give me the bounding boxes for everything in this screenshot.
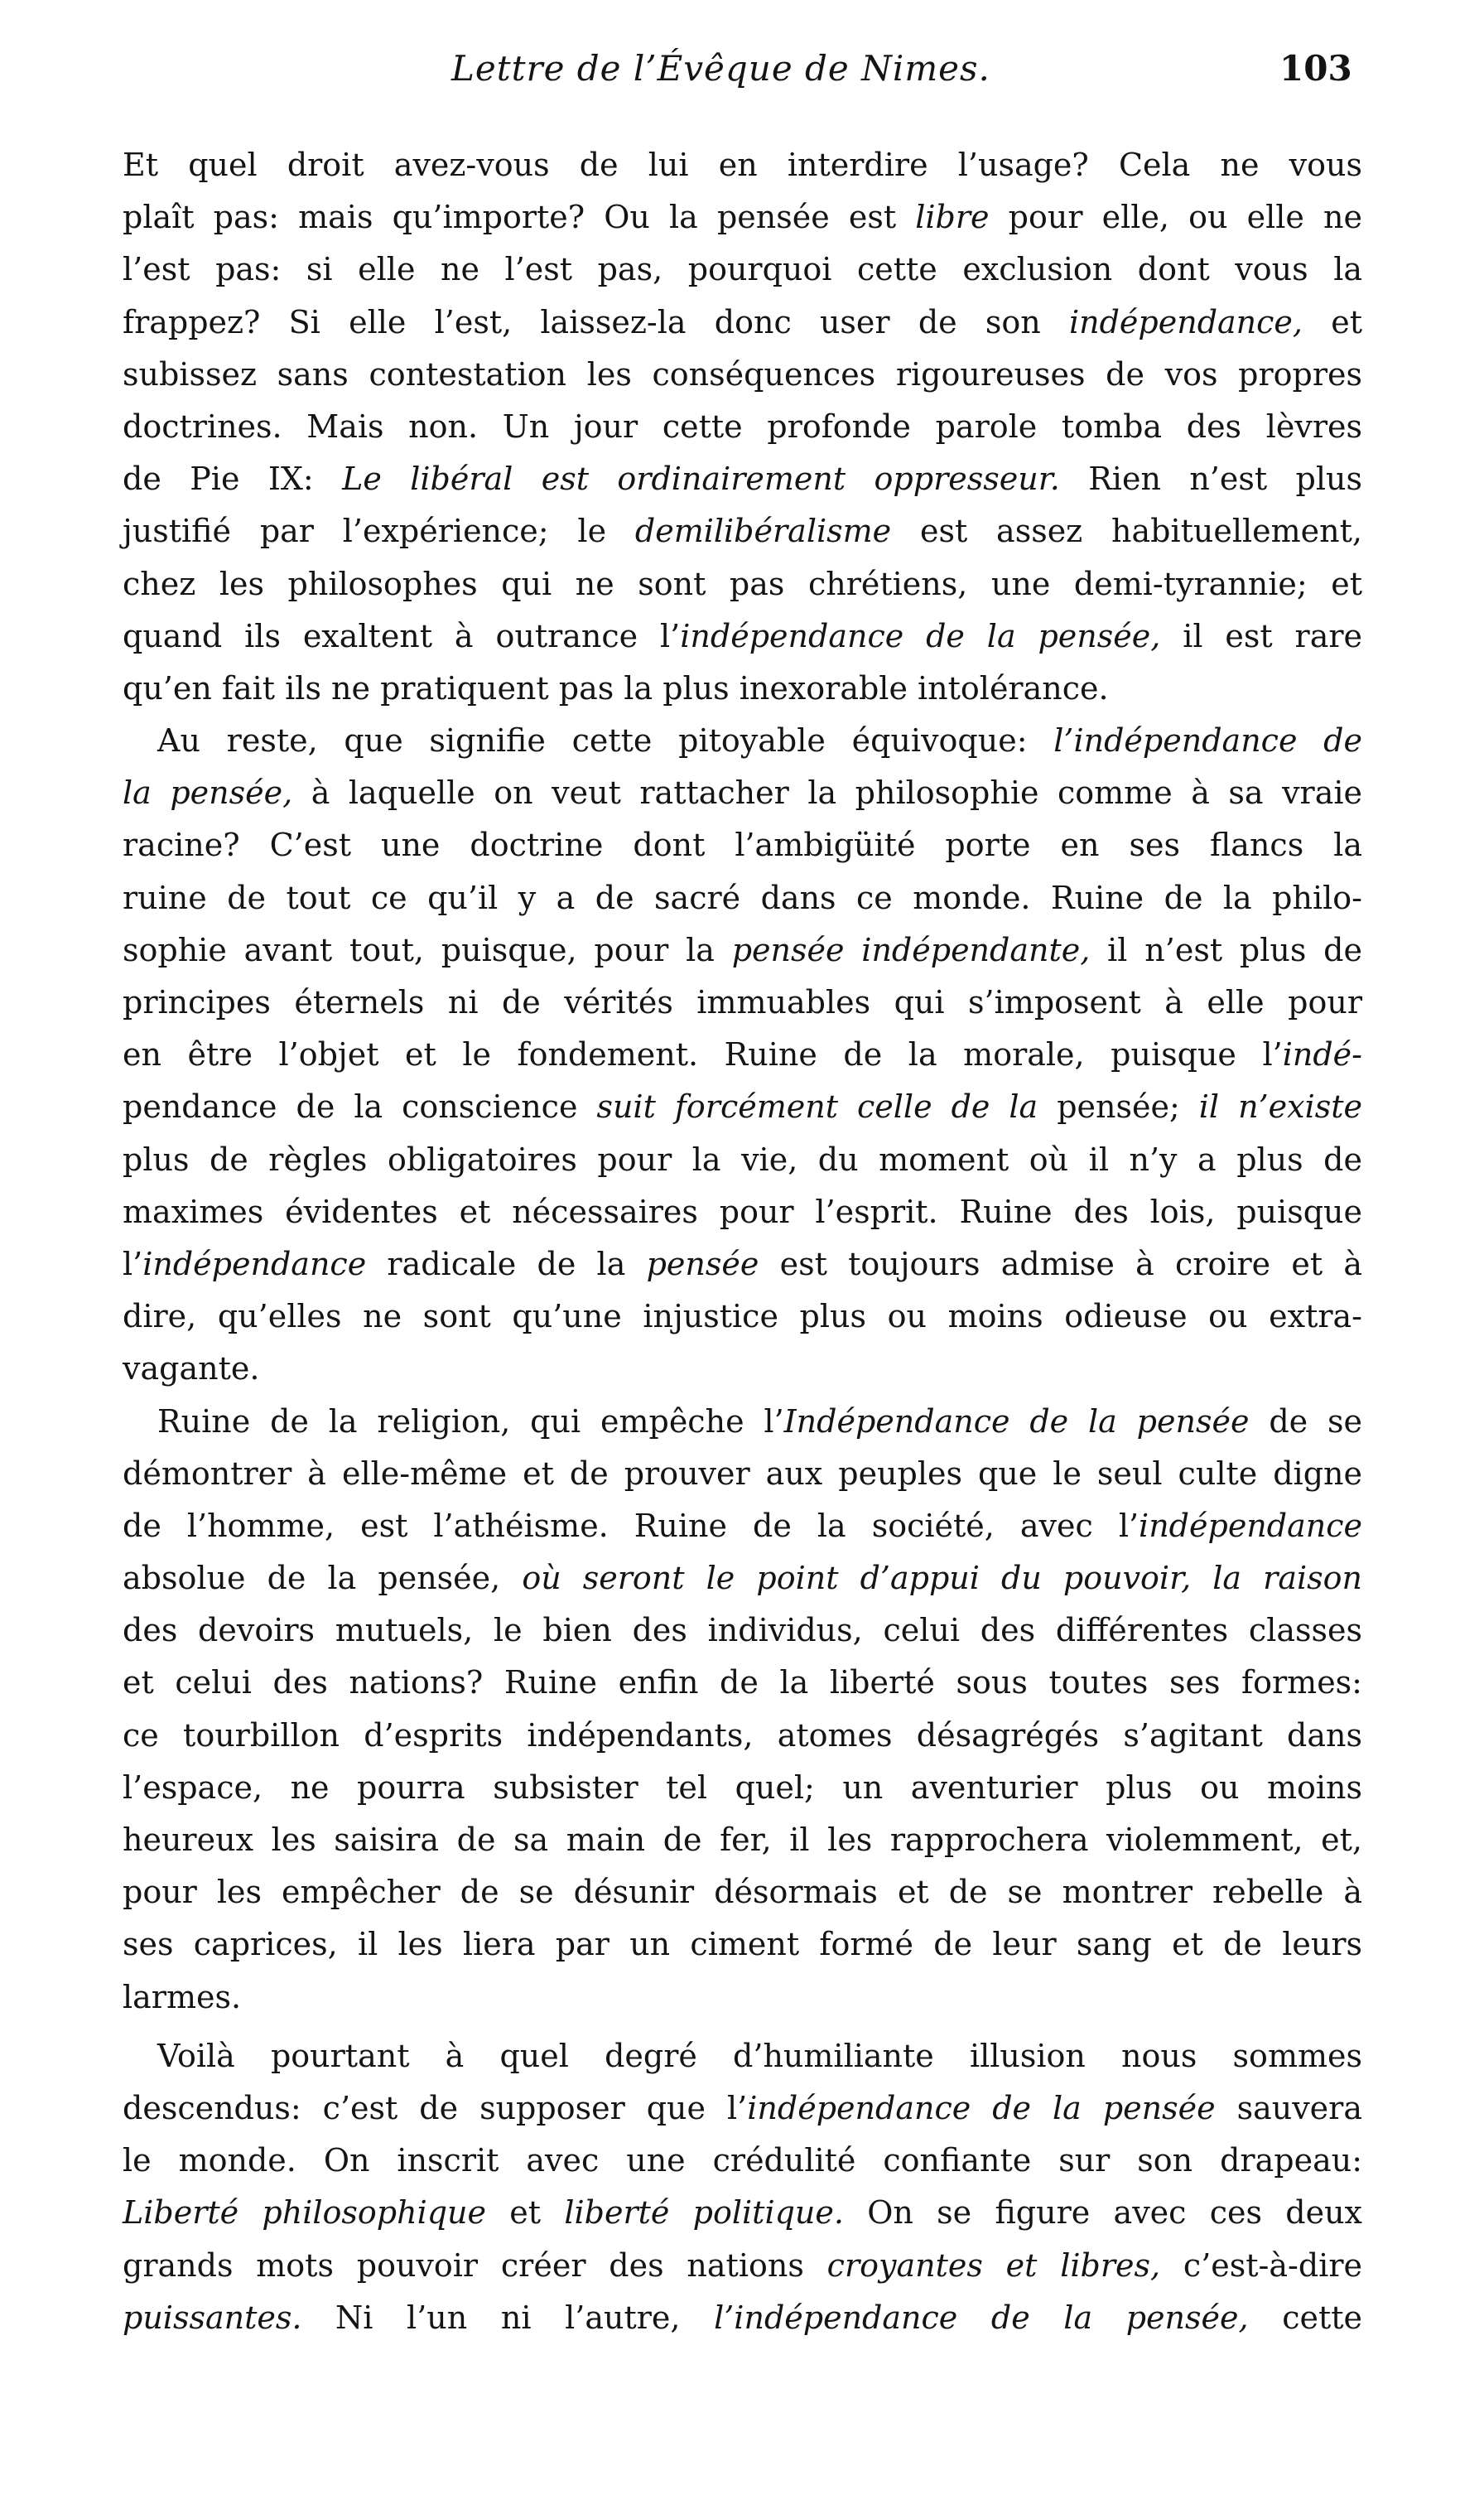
text-line: en être l’objet et le fondement. Ruine de la morale, puisque l’indé-	[123, 1036, 1362, 1074]
italic-text: indépendance de la pensée,	[680, 617, 1161, 654]
italic-text: où seront le point d’appui du pouvoir, la raison	[500, 1560, 1362, 1597]
text-line: l’est pas: si elle ne l’est pas, pourquoi cette exclusion dont vous la	[123, 251, 1362, 288]
text-line: plus de règles obligatoires pour la vie, du moment où il n’y a plus de	[123, 1141, 1362, 1178]
italic-text: indépendance	[142, 1245, 367, 1282]
italic-text: l’indépendance de	[1053, 722, 1362, 760]
text-line: ce tourbillon d’esprits indépendants, atomes désagrégés s’agitant dans	[123, 1716, 1362, 1754]
text-line: pendance de la conscience suit forcément celle de la pensée; il n’existe	[123, 1088, 1362, 1126]
text-line: vagante.	[123, 1350, 260, 1387]
italic-text: pensée indépendante,	[731, 931, 1091, 968]
text-line: l’indépendance radicale de la pensée est toujours admise à croire et à	[123, 1245, 1363, 1282]
text-line: de l’homme, est l’athéisme. Ruine de la société, avec l’indépendance	[123, 1507, 1362, 1544]
text-line: Liberté philosophique et liberté politique. On se figure avec ces deux	[123, 2194, 1362, 2232]
text-line: plaît pas: mais qu’importe? Ou la pensée est libre pour elle, ou elle ne	[123, 199, 1362, 236]
text-line: et celui des nations? Ruine enfin de la liberté sous toutes ses formes:	[123, 1664, 1362, 1701]
italic-text: Indépendance de la pensée	[783, 1402, 1250, 1440]
text-line: subissez sans contestation les conséquences rigoureuses de vos propres	[123, 355, 1362, 393]
text-line: frappez? Si elle l’est, laissez-la donc user de son indépendance, et	[123, 303, 1362, 340]
text-line: le monde. On inscrit avec une crédulité confiante sur son drapeau:	[123, 2142, 1362, 2179]
text-line: la pensée, à laquelle on veut rattacher la philosophie comme à sa vraie	[123, 774, 1363, 812]
italic-text: liberté politique.	[564, 2194, 844, 2232]
text-line: chez les philosophes qui ne sont pas chrétiens, une demi-tyrannie; et	[123, 565, 1362, 602]
text-line: démontrer à elle-même et de prouver aux peuples que le seul culte digne	[123, 1455, 1362, 1492]
text-line: ses caprices, il les liera par un ciment formé de leur sang et de leurs	[123, 1926, 1362, 1963]
text-line: qu’en fait ils ne pratiquent pas la plus inexorable intolérance.	[123, 669, 1109, 707]
italic-text: la pensée,	[123, 774, 293, 812]
italic-text: libre	[915, 199, 990, 236]
text-line: Et quel droit avez-vous de lui en interdire l’usage? Cela ne vous	[123, 147, 1362, 183]
page-number: 103	[1279, 48, 1352, 89]
text-line: des devoirs mutuels, le bien des individus, celui des différentes classes	[123, 1612, 1362, 1649]
text-line: quand ils exaltent à outrance l’indépendance de la pensée, il est rare	[123, 617, 1363, 654]
italic-text: il n’existe	[1179, 1088, 1362, 1126]
text-line: l’espace, ne pourra subsister tel quel; un aventurier plus ou moins	[123, 1768, 1362, 1806]
italic-text: indépendance de la pensée	[747, 2089, 1216, 2126]
page-header	[0, 0, 1484, 124]
italic-text: suit forcément celle de la	[577, 1088, 1058, 1126]
italic-text: l’indépendance de la pensée,	[714, 2299, 1249, 2336]
body-text	[123, 139, 1362, 2344]
italic-text: puissantes.	[123, 2299, 302, 2336]
text-line: sophie avant tout, puisque, pour la pensée indépendante, il n’est plus de	[123, 931, 1362, 968]
text-line: de Pie IX: Le libéral est ordinairement oppresseur. Rien n’est plus	[123, 461, 1362, 498]
text-line: grands mots pouvoir créer des nations croyantes et libres, c’est-à-dire	[123, 2246, 1362, 2284]
italic-text: demilibéralisme	[634, 513, 892, 550]
text-line: descendus: c’est de supposer que l’indépendance de la pensée sauvera	[123, 2089, 1362, 2126]
text-line: racine? C’est une doctrine dont l’ambigüité porte en ses flancs la	[123, 827, 1362, 864]
italic-text: Liberté philosophique	[123, 2194, 487, 2232]
text-line: principes éternels ni de vérités immuables qui s’imposent à elle pour	[123, 984, 1362, 1021]
text-line: ruine de tout ce qu’il y a de sacré dans ce monde. Ruine de la philo-	[123, 879, 1362, 916]
italic-text: pensée	[646, 1245, 759, 1282]
text-line: absolue de la pensée, où seront le point d’appui du pouvoir, la raison	[123, 1560, 1362, 1597]
text-line: Ruine de la religion, qui empêche l’Indépendance de la pensée de se	[157, 1402, 1362, 1440]
running-title: Lettre de l’Évêque de Nimes.	[451, 48, 990, 89]
text-line: Au reste, que signifie cette pitoyable équivoque: l’indépendance de	[157, 722, 1362, 760]
italic-text: Le libéral est ordinairement oppresseur.	[342, 461, 1060, 498]
text-line: doctrines. Mais non. Un jour cette profonde parole tomba des lèvres	[123, 408, 1362, 445]
italic-text: croyantes et libres,	[826, 2246, 1161, 2284]
text-line: puissantes. Ni l’un ni l’autre, l’indépendance de la pensée, cette	[123, 2299, 1362, 2336]
text-line: heureux les saisira de sa main de fer, il les rapprochera violemment, et,	[123, 1822, 1362, 1858]
text-line: justifié par l’expérience; le demilibéralisme est assez habituellement,	[123, 513, 1362, 550]
italic-text: indé-	[1282, 1036, 1362, 1074]
text-line: Voilà pourtant à quel degré d’humiliante illusion nous sommes	[157, 2037, 1362, 2074]
text-line: pour les empêcher de se désunir désormais et de se montrer rebelle à	[123, 1874, 1362, 1911]
text-line: maximes évidentes et nécessaires pour l’esprit. Ruine des lois, puisque	[123, 1193, 1362, 1230]
text-line: dire, qu’elles ne sont qu’une injustice plus ou moins odieuse ou extra-	[123, 1298, 1362, 1335]
text-line: larmes.	[123, 1978, 242, 2015]
italic-text: indépendance,	[1068, 303, 1303, 340]
italic-text: indépendance	[1139, 1507, 1362, 1544]
